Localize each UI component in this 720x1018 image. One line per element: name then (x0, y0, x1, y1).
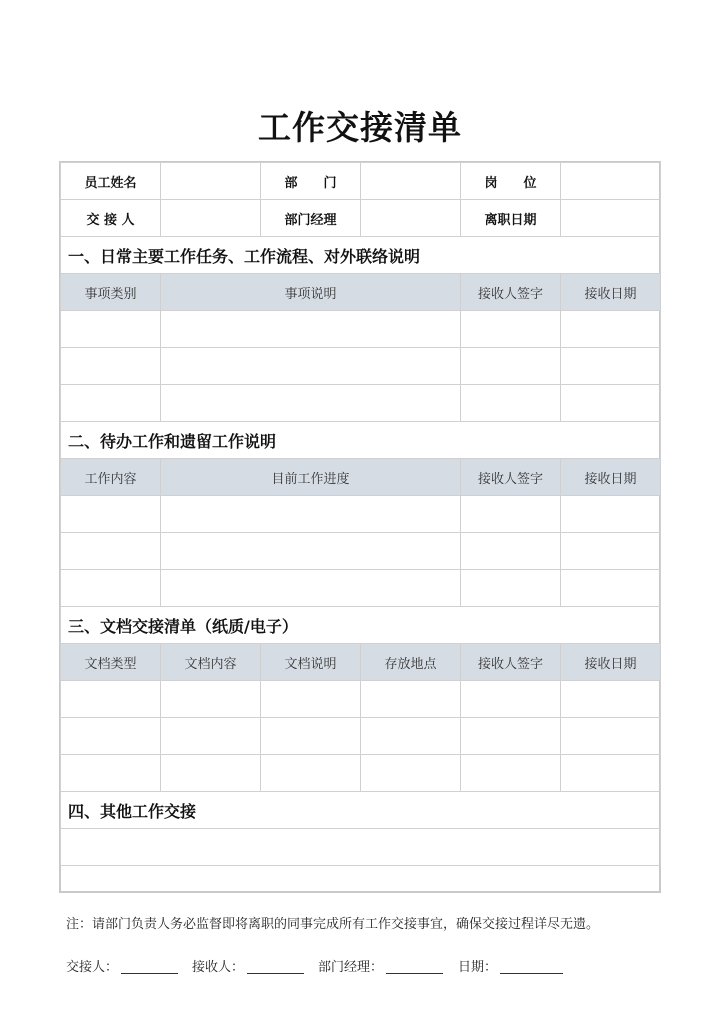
section2-header-signature: 接收人签字 (461, 459, 561, 496)
table-row (61, 348, 661, 385)
dept-manager-label: 部门经理 (261, 200, 361, 237)
section3-header-date: 接收日期 (561, 644, 661, 681)
section3-header-doc-content: 文档内容 (161, 644, 261, 681)
handover-signature-label: 交接人： (66, 960, 119, 975)
table-row (61, 385, 661, 422)
section1-header-date: 接收日期 (561, 274, 661, 311)
employee-name-label: 员工姓名 (61, 163, 161, 200)
employee-name-field[interactable] (161, 163, 261, 200)
handover-table (60, 162, 661, 866)
section1-header-row (61, 274, 661, 311)
section2-header-content: 工作内容 (61, 459, 161, 496)
section3-header-row (61, 644, 661, 681)
section1-header-description: 事项说明 (161, 274, 461, 311)
section4-title: 四、其他工作交接 (61, 792, 661, 829)
handover-person-field[interactable] (161, 200, 261, 237)
leave-date-label: 离职日期 (461, 200, 561, 237)
date-signature-label: 日期： (458, 960, 498, 975)
section1-header-category: 事项类别 (61, 274, 161, 311)
manager-signature-line[interactable] (386, 959, 443, 974)
handover-signature-line[interactable] (121, 959, 178, 974)
manager-signature-label: 部门经理： (318, 960, 384, 975)
handover-signature (66, 956, 178, 975)
dept-manager-field[interactable] (361, 200, 461, 237)
receiver-signature-line[interactable] (247, 959, 304, 974)
department-label: 部 门 (261, 163, 361, 200)
position-field[interactable] (561, 163, 661, 200)
receiver-signature (192, 956, 304, 975)
section3-header-location: 存放地点 (361, 644, 461, 681)
date-signature-line[interactable] (500, 959, 563, 974)
table-row (61, 311, 661, 348)
table-row (61, 829, 661, 866)
section3-header-doc-description: 文档说明 (261, 644, 361, 681)
info-row-2 (61, 200, 661, 237)
section3-header-signature: 接收人签字 (461, 644, 561, 681)
table-row (61, 718, 661, 755)
table-row (61, 755, 661, 792)
table-row (61, 496, 661, 533)
date-signature (458, 956, 563, 975)
position-label: 岗 位 (461, 163, 561, 200)
section1-header-signature: 接收人签字 (461, 274, 561, 311)
table-row (61, 681, 661, 718)
section2-header-date: 接收日期 (561, 459, 661, 496)
section1-title: 一、日常主要工作任务、工作流程、对外联络说明 (61, 237, 661, 274)
handover-person-label: 交 接 人 (61, 200, 161, 237)
section2-header-row (61, 459, 661, 496)
department-field[interactable] (361, 163, 461, 200)
receiver-signature-label: 接收人： (192, 960, 245, 975)
leave-date-field[interactable] (561, 200, 661, 237)
other-handover-field[interactable] (61, 829, 661, 866)
manager-signature (318, 956, 443, 975)
document-title: 工作交接清单 (258, 108, 462, 147)
section3-header-doc-type: 文档类型 (61, 644, 161, 681)
section2-title: 二、待办工作和遗留工作说明 (61, 422, 661, 459)
footnote: 注：请部门负责人务必监督即将离职的同事完成所有工作交接事宜，确保交接过程详尽无遗。 (66, 917, 600, 932)
table-row (61, 533, 661, 570)
table-row (61, 570, 661, 607)
section3-title: 三、文档交接清单（纸质/电子） (61, 607, 661, 644)
section2-header-progress: 目前工作进度 (161, 459, 461, 496)
info-row-1 (61, 163, 661, 200)
